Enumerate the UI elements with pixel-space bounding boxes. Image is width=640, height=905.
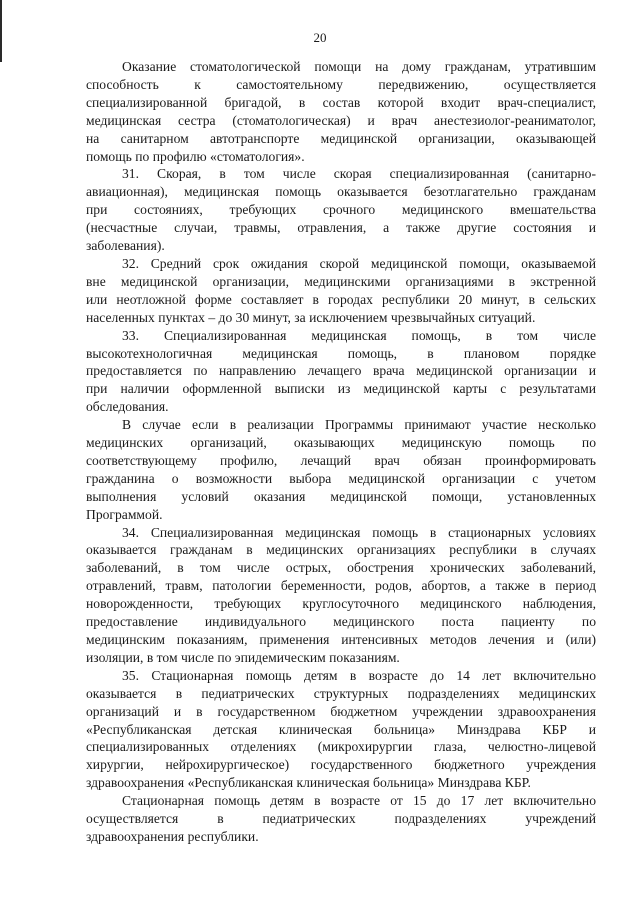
text-line: предоставляется по направлению лечащего врача медицинской организации и (86, 363, 596, 379)
text-line: организаций и в государственном бюджетном учреждении здравоохранения (86, 703, 596, 719)
text-line: Стационарная помощь детям в возрасте от 15 до 17 лет включительно (122, 793, 596, 809)
paragraph-31-emergency-care (86, 165, 596, 255)
text-line: населенных пунктах – до 30 минут, за исключением чрезвычайных ситуаций. (86, 309, 536, 325)
text-line: Программой. (86, 506, 163, 522)
text-line: соответствующему профилю, лечащий врач обязан проинформировать (86, 452, 596, 468)
text-line: на санитарном автотранспорте медицинской организации, оказывающей (86, 130, 596, 146)
text-line: гражданина о возможности выбора медицинской организации с учетом (86, 470, 596, 486)
text-line: обследования. (86, 399, 169, 415)
text-line: предоставление индивидуального медицинского поста пациенту по (86, 614, 596, 630)
document-body (86, 58, 596, 846)
text-line: медицинских организаций, оказывающих медицинскую помощь по (86, 435, 596, 451)
paragraph-organization-choice (86, 416, 596, 523)
text-line: оказывается в педиатрических структурных подразделениях медицинских (86, 685, 596, 701)
text-line: новорожденности, требующих круглосуточного медицинского наблюдения, (86, 596, 596, 612)
text-line: 31. Скорая, в том числе скорая специализированная (санитарно- (122, 166, 596, 182)
text-line: заболеваний, в том числе острых, обострения хронических заболеваний, (86, 560, 596, 576)
text-line: изоляции, в том числе по эпидемическим показаниям. (86, 649, 400, 665)
paragraph-33-specialized-care (86, 327, 596, 417)
paragraph-dental-home-care (86, 58, 596, 165)
paragraph-35-children-inpatient (86, 667, 596, 792)
text-line: 34. Специализированная медицинская помощь в стационарных условиях (122, 524, 596, 540)
text-line: отравлений, травм, патологии беременности, родов, абортов, а также в период (86, 578, 596, 594)
text-line: «Республиканская детская клиническая больница» Минздрава КБР и (86, 721, 596, 737)
text-line: 32. Средний срок ожидания скорой медицинской помощи, оказываемой (122, 255, 596, 271)
text-line: медицинская сестра (стоматологическая) и врач анестезиолог-реаниматолог, (86, 112, 596, 128)
text-line: (несчастные случаи, травмы, отравления, а также другие состояния и (86, 220, 596, 236)
paragraph-34-inpatient-care (86, 524, 596, 667)
text-line: хирургии, нейрохирургическое) государственного бюджетного учреждения (86, 757, 596, 773)
text-line: заболевания). (86, 238, 165, 254)
text-line: при наличии оформленной выписки из медицинской карты с результатами (86, 381, 596, 397)
text-line: авиационная), медицинская помощь оказывается безотлагательно гражданам (86, 184, 596, 200)
text-line: высокотехнологичная медицинская помощь, в плановом порядке (86, 345, 596, 361)
text-line: помощь по профилю «стоматология». (86, 148, 305, 164)
text-line: способность к самостоятельному передвижению, осуществляется (86, 76, 596, 92)
paragraph-children-15-17 (86, 792, 596, 846)
text-line: специализированных отделениях (микрохирургии глаза, челюстно-лицевой (86, 739, 596, 755)
text-line: здравоохранения «Республиканская клиническая больница» Минздрава КБР. (86, 775, 531, 791)
text-line: 35. Стационарная помощь детям в возрасте до 14 лет включительно (122, 667, 596, 683)
text-line: 33. Специализированная медицинская помощь, в том числе (122, 327, 596, 343)
text-line: вне медицинской организации, медицинскими организациями в экстренной (86, 273, 596, 289)
text-line: специализированной бригадой, в состав которой входит врач-специалист, (86, 94, 596, 110)
text-line: при состояниях, требующих срочного медицинского вмешательства (86, 202, 596, 218)
text-line: выполнения условий оказания медицинской помощи, установленных (86, 488, 596, 504)
text-line: или неотложной форме составляет в городах республики 20 минут, в сельских (86, 291, 596, 307)
paragraph-32-waiting-time (86, 255, 596, 327)
text-line: здравоохранения республики. (86, 828, 259, 844)
text-line: осуществляется в педиатрических подразделениях учреждений (86, 811, 596, 827)
text-line: В случае если в реализации Программы принимают участие несколько (122, 417, 596, 433)
text-line: оказывается гражданам в медицинских организациях республики в случаях (86, 542, 596, 558)
page-number: 20 (313, 30, 327, 45)
text-line: медицинским показаниям, применения интенсивных методов лечения и (или) (86, 632, 596, 647)
text-line: Оказание стоматологической помощи на дому гражданам, утратившим (122, 59, 596, 74)
